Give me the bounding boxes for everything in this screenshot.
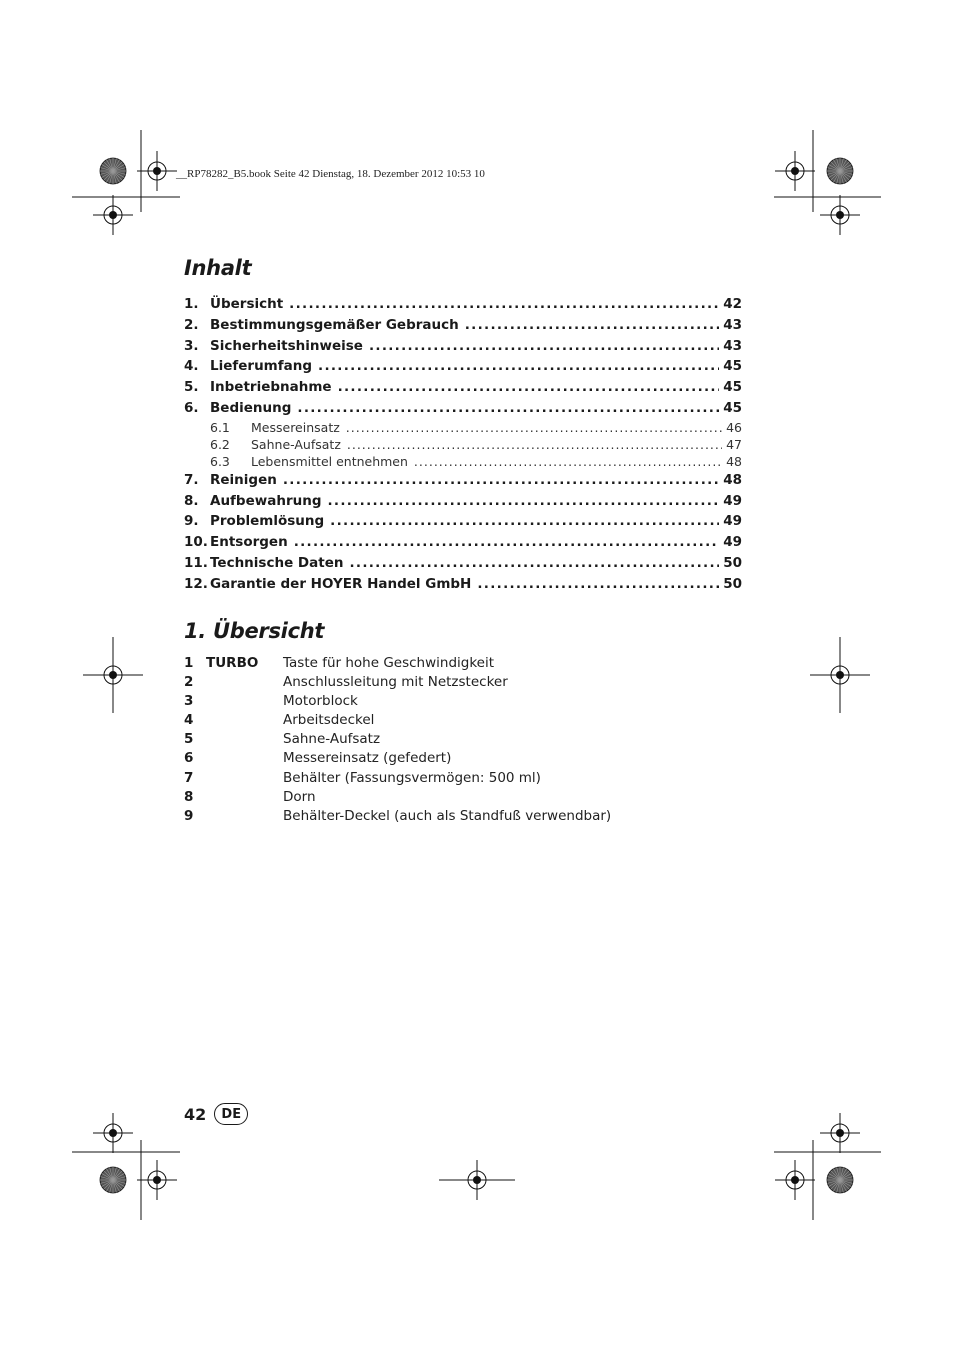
toc-entry xyxy=(184,356,742,377)
toc-entry-title: Entsorgen xyxy=(210,534,288,551)
part-description: Motorblock xyxy=(283,693,358,710)
toc-entry-page: 43 xyxy=(723,316,742,333)
section-heading-uebersicht: 1. Übersicht xyxy=(184,619,325,643)
toc-entry-page: 45 xyxy=(723,358,742,375)
toc-entry xyxy=(184,436,742,453)
toc-leader-dots xyxy=(338,377,720,398)
parts-list-item xyxy=(184,711,611,730)
toc-entry-page: 49 xyxy=(723,492,742,509)
toc-entry-page: 50 xyxy=(723,554,742,571)
language-badge: DE xyxy=(214,1103,248,1125)
part-description: Dorn xyxy=(283,788,316,805)
toc-leader-dots xyxy=(477,574,719,595)
toc-entry-page: 49 xyxy=(723,534,742,551)
toc-entry-page: 45 xyxy=(723,379,742,396)
toc-leader-dots xyxy=(414,453,722,470)
toc-entry-number: 4. xyxy=(184,358,199,375)
parts-list-item xyxy=(184,788,611,807)
toc-leader-dots xyxy=(318,356,719,377)
toc-leader-dots xyxy=(289,294,719,315)
part-description: Anschlussleitung mit Netzstecker xyxy=(283,674,508,691)
toc-entry xyxy=(184,470,742,491)
toc-leader-dots xyxy=(297,398,719,419)
registration-target-icon xyxy=(791,167,799,175)
toc-entry xyxy=(184,491,742,512)
page-number: 42 xyxy=(184,1104,207,1124)
parts-list-item xyxy=(184,673,611,692)
parts-list-item xyxy=(184,654,611,673)
part-description: Taste für hohe Geschwindigkeit xyxy=(283,655,495,671)
toc-entry xyxy=(184,553,742,574)
toc-entry-title: Inbetriebnahme xyxy=(210,379,332,396)
part-number: 5 xyxy=(184,731,194,748)
registration-target-icon xyxy=(153,167,161,175)
toc-entry-page: 45 xyxy=(723,399,742,416)
registration-target-icon xyxy=(109,1129,117,1137)
toc-entry-page: 46 xyxy=(726,419,742,435)
part-number: 3 xyxy=(184,693,194,710)
toc-entry-title: Bedienung xyxy=(210,399,292,416)
toc-entry-title: Lebensmittel entnehmen xyxy=(251,453,408,469)
table-of-contents xyxy=(184,294,742,595)
toc-entry-page: 47 xyxy=(726,436,742,452)
toc-entry-number: 6. xyxy=(184,399,199,416)
part-description: Behälter (Fassungsvermögen: 500 ml) xyxy=(283,769,541,786)
registration-target-icon xyxy=(836,211,844,219)
part-number: 9 xyxy=(184,807,194,824)
toc-entry-title: Aufbewahrung xyxy=(210,492,322,509)
parts-list xyxy=(184,654,611,826)
toc-leader-dots xyxy=(294,532,720,553)
toc-entry-number: 6.3 xyxy=(210,453,230,469)
toc-leader-dots xyxy=(283,470,719,491)
toc-entry-number: 6.2 xyxy=(210,436,230,452)
toc-entry xyxy=(184,336,742,357)
part-number: 8 xyxy=(184,788,194,805)
registration-target-icon xyxy=(109,211,117,219)
toc-entry-title: Messereinsatz xyxy=(251,419,340,435)
toc-entry-number: 10. xyxy=(184,534,208,551)
registration-target-icon xyxy=(836,671,844,679)
registration-target-icon xyxy=(836,1129,844,1137)
toc-leader-dots xyxy=(346,419,722,436)
toc-entry-number: 11. xyxy=(184,554,208,571)
part-number: 4 xyxy=(184,712,194,729)
parts-list-item xyxy=(184,692,611,711)
parts-list-item xyxy=(184,769,611,788)
parts-list-item xyxy=(184,749,611,768)
part-number: 1 xyxy=(184,655,194,671)
toc-entry-title: Problemlösung xyxy=(210,513,325,530)
toc-entry xyxy=(184,398,742,419)
toc-entry-title: Reinigen xyxy=(210,471,277,488)
parts-list-item xyxy=(184,730,611,749)
toc-entry-number: 12. xyxy=(184,575,208,592)
part-number: 2 xyxy=(184,674,194,691)
part-description: Behälter-Deckel (auch als Standfuß verwendbar) xyxy=(283,807,612,824)
toc-entry-number: 8. xyxy=(184,492,199,509)
toc-entry xyxy=(184,574,742,595)
toc-entry-title: Bestimmungsgemäßer Gebrauch xyxy=(210,316,459,333)
toc-leader-dots xyxy=(349,553,719,574)
toc-entry-number: 3. xyxy=(184,337,199,354)
toc-entry-number: 6.1 xyxy=(210,419,230,435)
toc-entry xyxy=(184,294,742,315)
toc-leader-dots xyxy=(465,315,719,336)
toc-entry-number: 1. xyxy=(184,296,199,312)
toc-entry-title: Garantie der HOYER Handel GmbH xyxy=(210,575,472,592)
part-description: Sahne-Aufsatz xyxy=(283,731,381,748)
part-number: 7 xyxy=(184,769,194,786)
part-description: Arbeitsdeckel xyxy=(283,712,375,729)
toc-entry-page: 42 xyxy=(723,296,742,312)
toc-entry xyxy=(184,315,742,336)
toc-entry-title: Übersicht xyxy=(210,296,284,312)
toc-entry-page: 48 xyxy=(726,453,742,469)
toc-entry-number: 7. xyxy=(184,471,199,488)
parts-list-item xyxy=(184,807,611,826)
registration-target-icon xyxy=(473,1176,481,1184)
toc-heading: Inhalt xyxy=(184,256,252,280)
registration-target-icon xyxy=(109,671,117,679)
toc-entry xyxy=(184,532,742,553)
toc-entry xyxy=(184,453,742,470)
toc-leader-dots xyxy=(330,511,719,532)
toc-entry-page: 43 xyxy=(723,337,742,354)
toc-entry-page: 48 xyxy=(723,471,742,488)
toc-entry xyxy=(184,377,742,398)
toc-entry xyxy=(184,419,742,436)
part-description: Messereinsatz (gefedert) xyxy=(283,750,452,767)
toc-entry-page: 50 xyxy=(723,575,742,592)
toc-leader-dots xyxy=(347,436,722,453)
toc-entry-number: 9. xyxy=(184,513,199,530)
page-footer xyxy=(184,1103,248,1125)
print-file-info: __RP78282_B5.book Seite 42 Dienstag, 18. Dezember 2012 10:53 10 xyxy=(176,168,485,180)
toc-entry-number: 5. xyxy=(184,379,199,396)
toc-entry-title: Technische Daten xyxy=(210,554,344,571)
registration-target-icon xyxy=(791,1176,799,1184)
toc-entry-page: 49 xyxy=(723,513,742,530)
registration-target-icon xyxy=(153,1176,161,1184)
toc-entry-title: Sahne-Aufsatz xyxy=(251,436,341,452)
toc-entry-title: Lieferumfang xyxy=(210,358,313,375)
part-number: 6 xyxy=(184,750,194,767)
part-key-label: TURBO xyxy=(206,655,259,671)
toc-leader-dots xyxy=(328,491,720,512)
toc-entry xyxy=(184,511,742,532)
toc-entry-number: 2. xyxy=(184,316,199,333)
toc-leader-dots xyxy=(369,336,719,357)
toc-entry-title: Sicherheitshinweise xyxy=(210,337,363,354)
